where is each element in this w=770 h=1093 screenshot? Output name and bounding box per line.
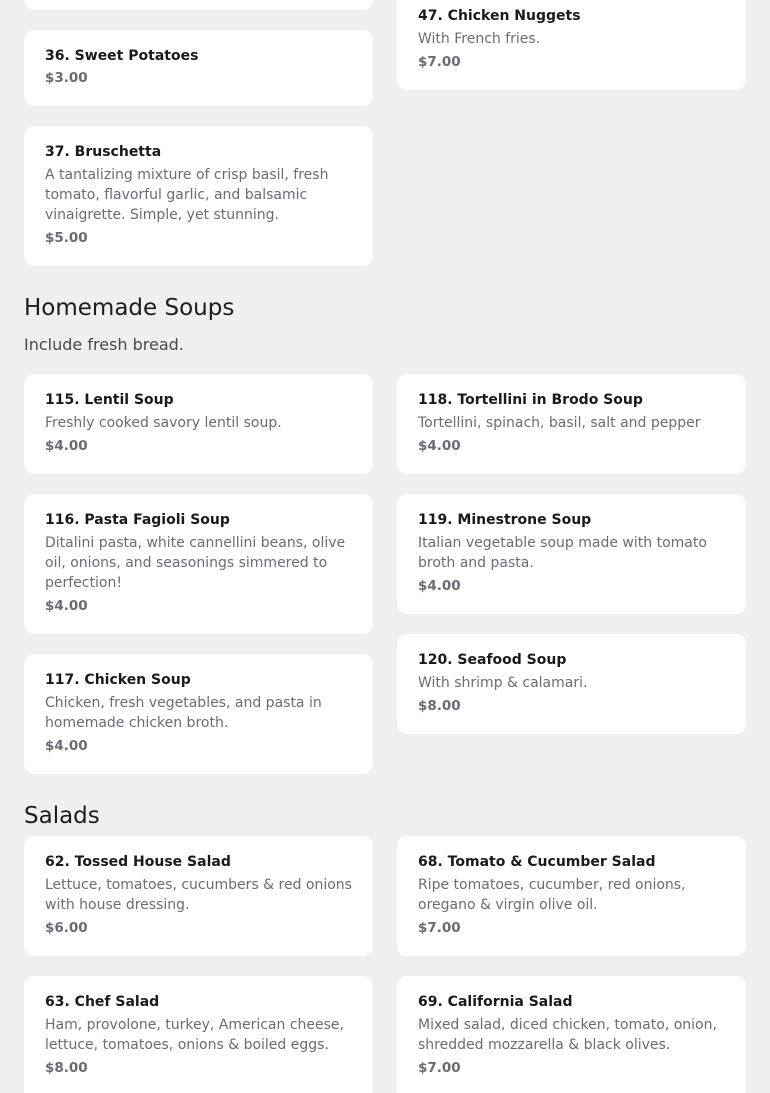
menu-item-minestrone-soup[interactable] [397, 494, 746, 614]
item-name: 115. Lentil Soup [45, 392, 174, 408]
item-name: 47. Chicken Nuggets [418, 8, 581, 24]
item-description: Tortellini, spinach, basil, salt and pepper [418, 415, 701, 431]
item-price: $7.00 [418, 1060, 461, 1076]
menu-item-chef-salad[interactable] [24, 976, 373, 1093]
item-description: Ripe tomatoes, cucumber, red onions, oregano & virgin olive oil. [418, 877, 686, 913]
item-name: 119. Minestrone Soup [418, 512, 592, 528]
menu-item-36[interactable] [24, 0, 373, 10]
item-name: 117. Chicken Soup [45, 672, 191, 688]
item-description: Italian vegetable soup made with tomato broth and pasta. [418, 535, 707, 571]
item-price: $5.00 [45, 230, 88, 246]
item-price: $4.00 [418, 438, 461, 454]
item-name: 116. Pasta Fagioli Soup [45, 512, 230, 528]
item-price: $3.00 [45, 70, 88, 86]
item-price: $4.00 [45, 438, 88, 454]
item-price: $6.00 [45, 920, 88, 936]
section-title-soups: Homemade Soups [24, 295, 235, 321]
item-price: $4.00 [45, 738, 88, 754]
item-description: Ham, provolone, turkey, American cheese, lettuce, tomatoes, onions & boiled eggs. [45, 1017, 344, 1053]
item-name: 118. Tortellini in Brodo Soup [418, 392, 643, 408]
menu-item-chicken-soup[interactable] [24, 654, 373, 774]
menu-item-tortellini-in-brodo-soup[interactable] [397, 374, 746, 474]
item-name: 69. California Salad [418, 994, 573, 1010]
item-description: With French fries. [418, 31, 541, 47]
item-price: $8.00 [45, 1060, 88, 1076]
menu-item-lentil-soup[interactable] [24, 374, 373, 474]
item-description: With shrimp & calamari. [418, 675, 588, 691]
menu-item-seafood-soup[interactable] [397, 634, 746, 734]
item-description: Mixed salad, diced chicken, tomato, onion, shredded mozzarella & black olives. [418, 1017, 717, 1053]
item-description: Freshly cooked savory lentil soup. [45, 415, 282, 431]
menu-item-tossed-house-salad[interactable] [24, 836, 373, 956]
item-price: $7.00 [418, 920, 461, 936]
item-description: A tantalizing mixture of crisp basil, fresh tomato, flavorful garlic, and balsamic vinaigrette. Simple, yet stunning. [45, 167, 329, 223]
menu-item-chicken-nuggets[interactable] [397, 0, 746, 90]
section-title-salads: Salads [24, 803, 100, 829]
item-name: 68. Tomato & Cucumber Salad [418, 854, 656, 870]
menu-item-pasta-fagioli-soup[interactable] [24, 494, 373, 634]
item-name: 37. Bruschetta [45, 144, 162, 160]
menu-item-bruschetta[interactable] [24, 126, 373, 266]
item-price: $7.00 [418, 54, 461, 70]
menu-item-tomato-cucumber-salad[interactable] [397, 836, 746, 956]
menu-item-california-salad[interactable] [397, 976, 746, 1093]
item-name: 120. Seafood Soup [418, 652, 567, 668]
item-price: $8.00 [418, 698, 461, 714]
item-description: Chicken, fresh vegetables, and pasta in homemade chicken broth. [45, 695, 322, 731]
item-price: $4.00 [45, 598, 88, 614]
item-name: 62. Tossed House Salad [45, 854, 231, 870]
item-name: 36. Sweet Potatoes [45, 48, 199, 64]
item-name: 63. Chef Salad [45, 994, 160, 1010]
item-price: $4.00 [418, 578, 461, 594]
section-subtitle-soups: Include fresh bread. [24, 335, 184, 354]
item-description: Lettuce, tomatoes, cucumbers & red onions with house dressing. [45, 877, 352, 913]
item-description: Ditalini pasta, white cannellini beans, olive oil, onions, and seasonings simmered to perfection! [45, 535, 346, 591]
menu-item-sweet-potatoes[interactable] [24, 30, 373, 106]
